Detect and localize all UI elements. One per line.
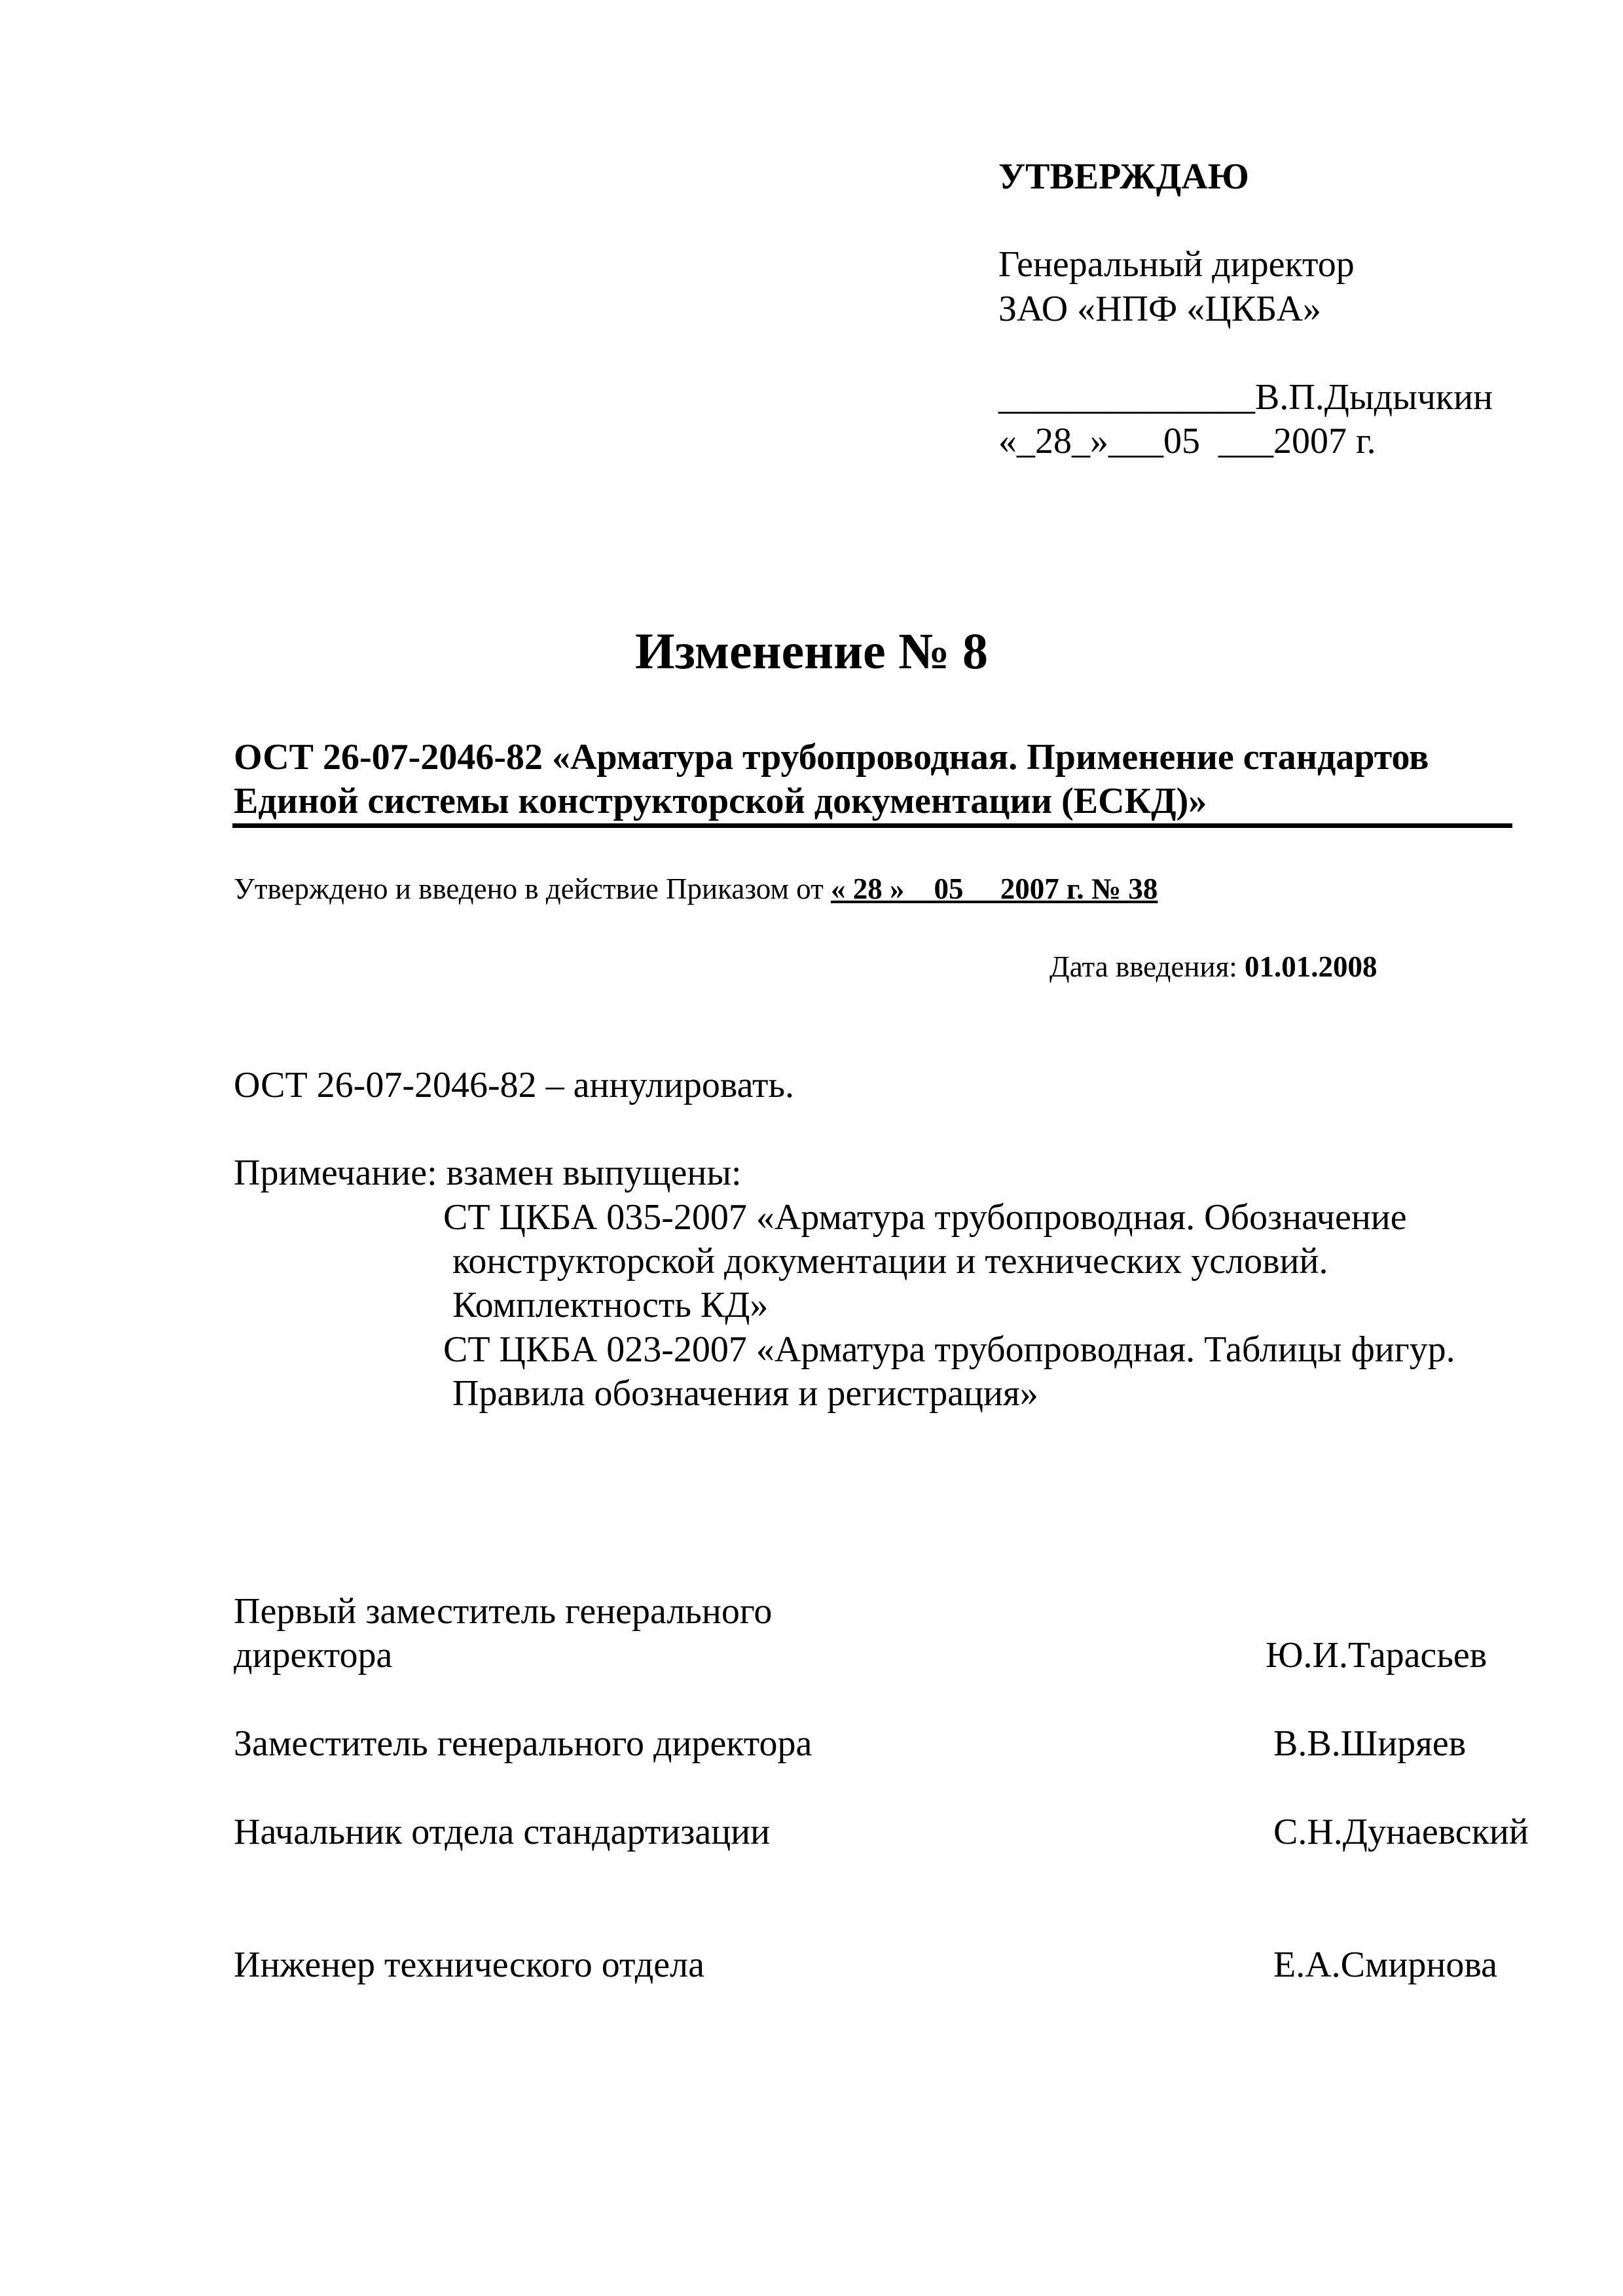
introduction-date-value: 01.01.2008 xyxy=(1245,950,1377,983)
subject-line2: Единой системы конструкторской документации (ЕСКД)» xyxy=(234,781,1207,821)
subject-line1: ОСТ 26-07-2046-82 «Арматура трубопроводная. Применение стандартов xyxy=(234,737,1429,778)
signatory-position-cont: директора xyxy=(234,1635,393,1676)
order-line xyxy=(234,872,1158,906)
replacement-line: СТ ЦКБА 035-2007 «Арматура трубопроводная. Обозначение xyxy=(443,1197,1407,1238)
annul-statement: ОСТ 26-07-2046-82 – аннулировать. xyxy=(234,1065,794,1105)
signatory-position: Заместитель генерального директора xyxy=(234,1723,812,1764)
approval-signature-line: ______________В.П.Дыдычкин xyxy=(998,377,1493,418)
signatory-position: Первый заместитель генерального xyxy=(234,1591,773,1632)
signatory-name: В.В.Ширяев xyxy=(1273,1723,1467,1764)
subject-underline-rule xyxy=(232,823,1512,828)
replacement-line: СТ ЦКБА 023-2007 «Арматура трубопроводная. Таблицы фигур. xyxy=(443,1329,1455,1370)
approval-date-line: «_28_»___05 ___2007 г. xyxy=(998,421,1376,461)
introduction-date-label: Дата введения: xyxy=(1049,950,1245,983)
replacement-line: конструкторской документации и технических условий. xyxy=(443,1241,1328,1282)
approval-heading: УТВЕРЖДАЮ xyxy=(998,156,1249,197)
signatory-position: Начальник отдела стандартизации xyxy=(234,1812,771,1852)
signatory-name: С.Н.Дунаевский xyxy=(1273,1812,1529,1852)
replacement-line: Комплектность КД» xyxy=(443,1285,769,1325)
approval-position-line2: ЗАО «НПФ «ЦКБА» xyxy=(998,289,1321,329)
order-value: « 28 » 05 2007 г. № 38 xyxy=(831,872,1158,905)
document-title: Изменение № 8 xyxy=(634,622,989,679)
replacement-line: Правила обозначения и регистрация» xyxy=(443,1373,1038,1414)
signatory-position: Инженер технического отдела xyxy=(234,1945,704,1985)
approval-position-line1: Генеральный директор xyxy=(998,244,1355,285)
signatory-name: Е.А.Смирнова xyxy=(1273,1945,1497,1985)
introduction-date xyxy=(1049,950,1377,984)
signatory-name: Ю.И.Тарасьев xyxy=(1266,1635,1487,1676)
order-label: Утверждено и введено в действие Приказом от xyxy=(234,872,831,905)
note-label: Примечание: взамен выпущены: xyxy=(234,1153,742,1193)
